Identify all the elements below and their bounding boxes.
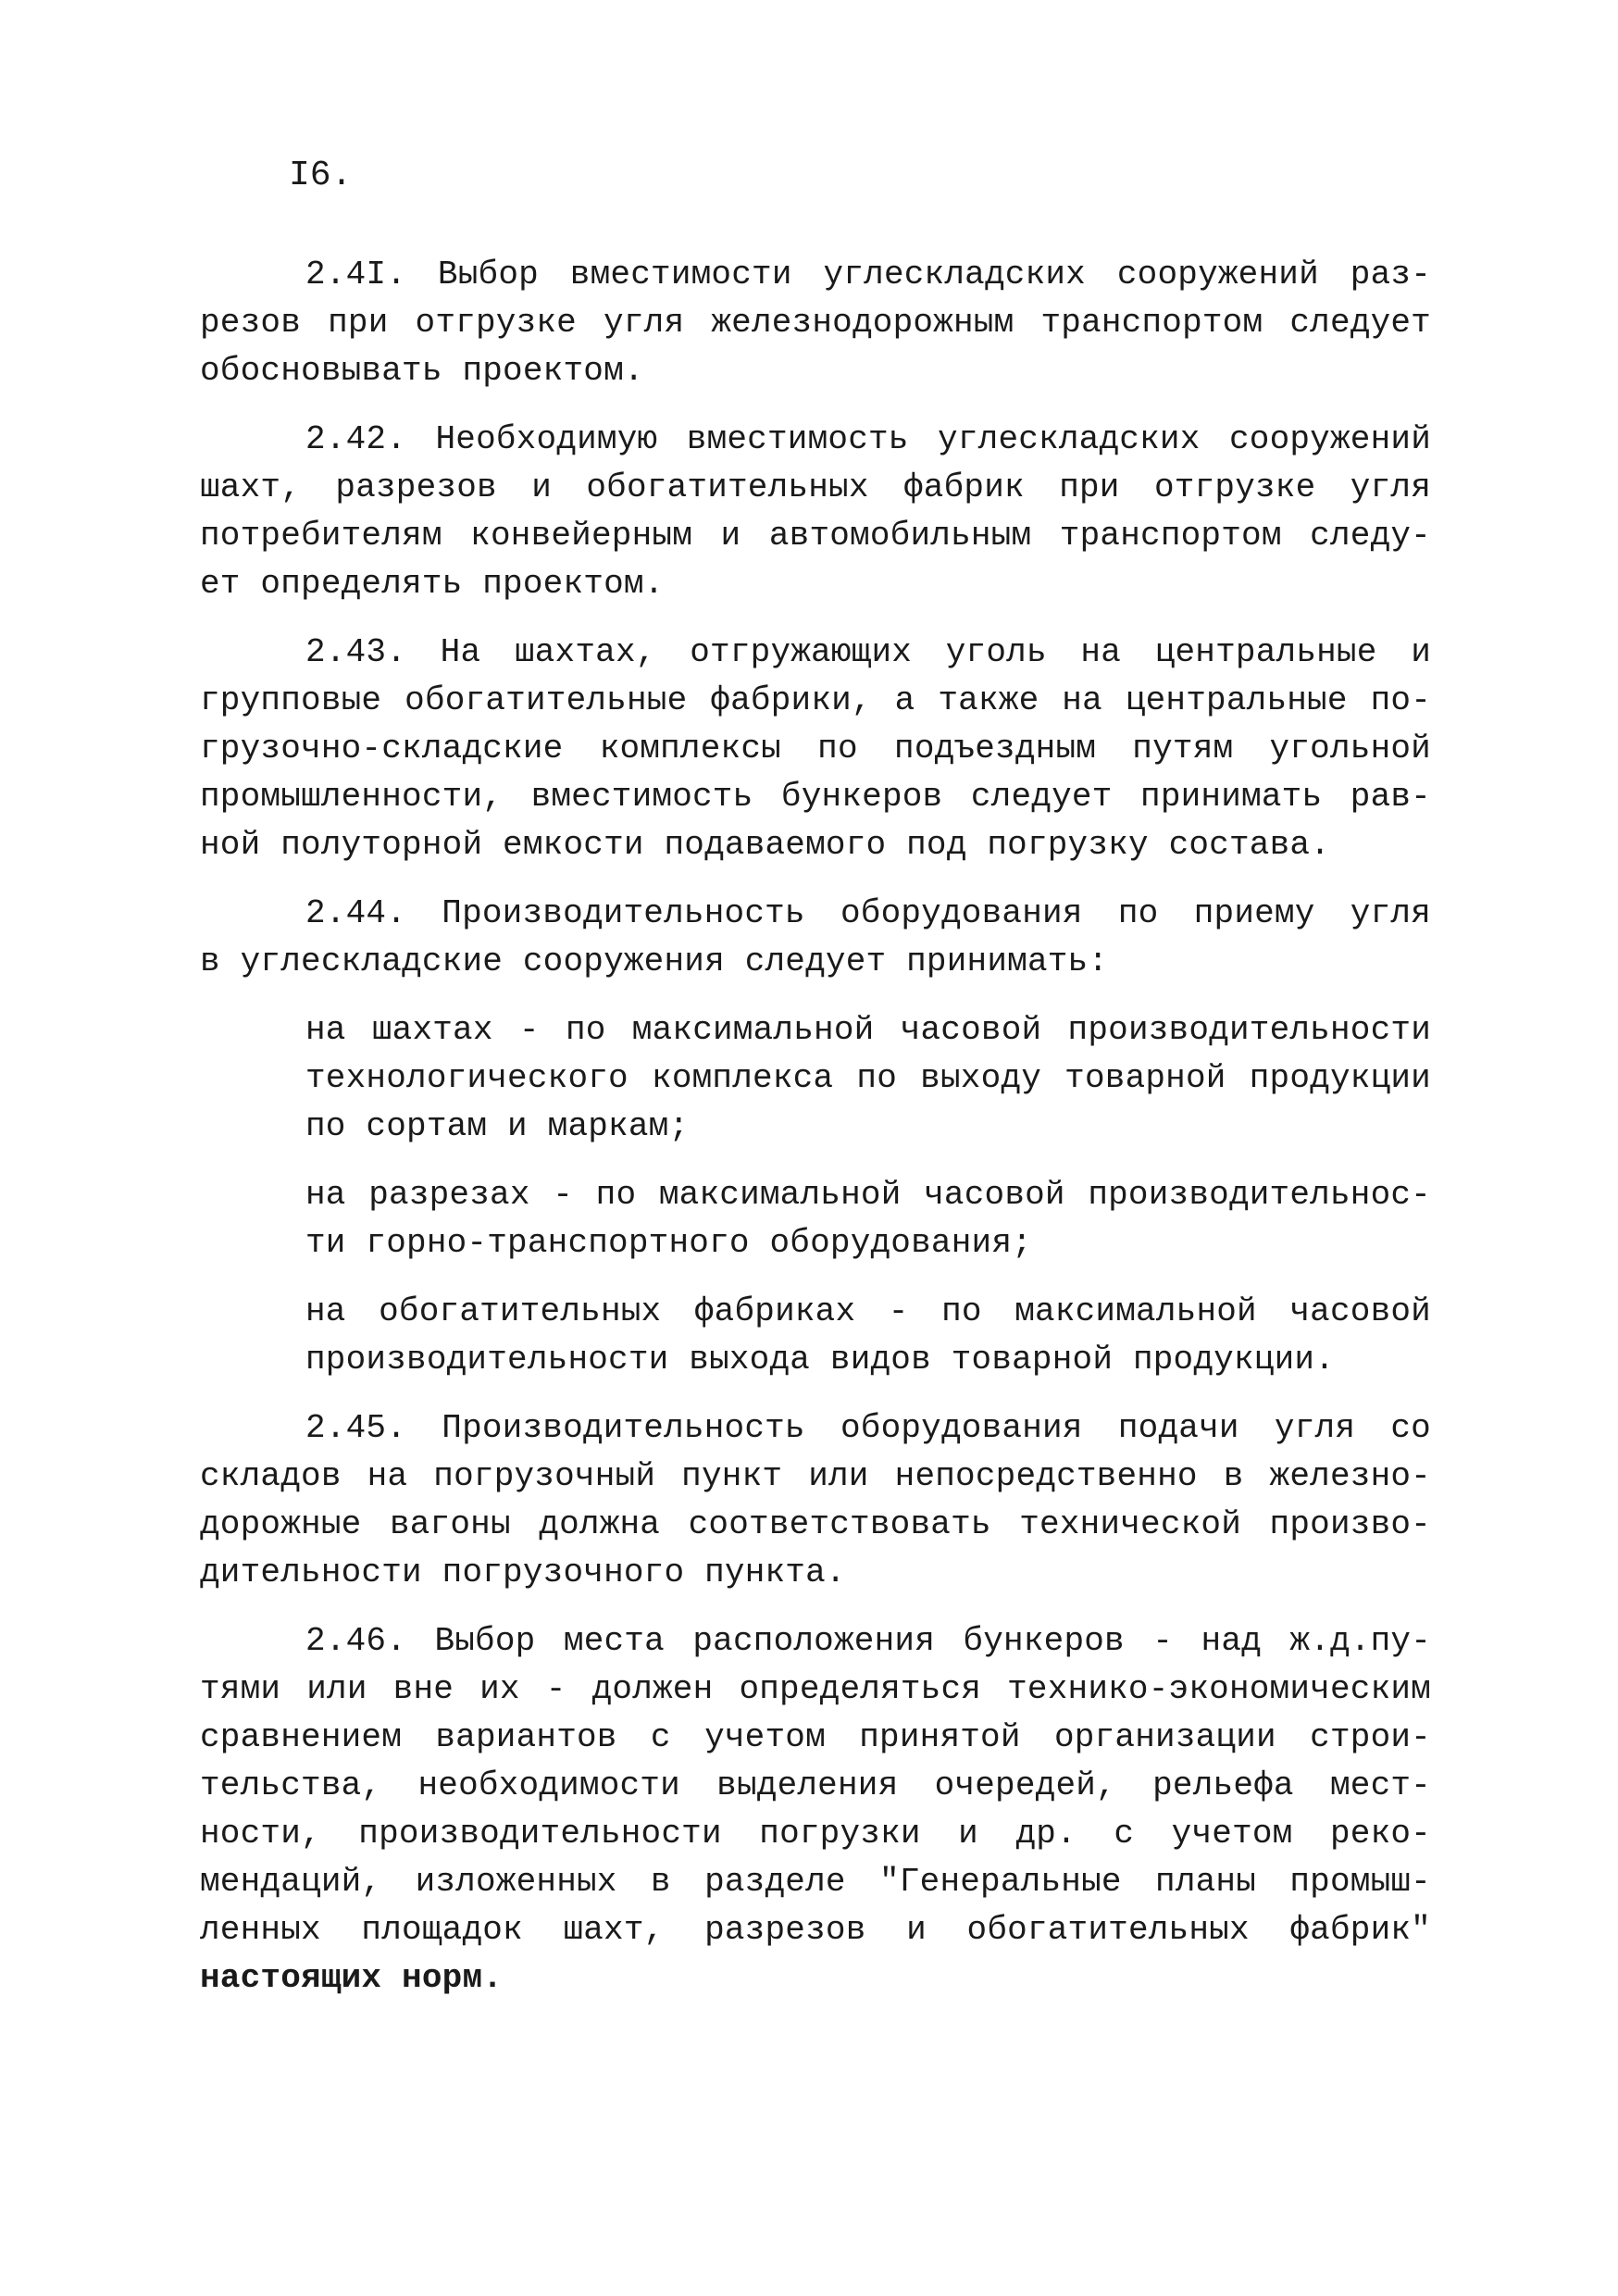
- paragraph-2-41-line-1: 2.4I. Выбор вместимости углескладских сооружений раз-: [305, 256, 1431, 293]
- paragraph-2-46-line-8: настоящих норм.: [200, 1959, 504, 1997]
- paragraph-2-46-line-6: мендаций, изложенных в разделе "Генеральные планы промыш-: [200, 1863, 1431, 1901]
- paragraph-2-42-line-2: шахт, разрезов и обогатительных фабрик при отгрузке угля: [200, 468, 1431, 506]
- list-item-mines-line-3: по сортам и маркам;: [305, 1107, 690, 1145]
- paragraph-2-43-line-5: ной полуторной емкости подаваемого под погрузку состава.: [200, 826, 1330, 864]
- page-number: I6.: [289, 156, 353, 195]
- paragraph-2-41-line-2: резов при отгрузке угля железнодорожным транспортом следует: [200, 304, 1431, 342]
- paragraph-2-45-line-3: дорожные вагоны должна соответствовать технической произво-: [200, 1505, 1431, 1543]
- list-item-mines-line-1: на шахтах - по максимальной часовой производительности: [305, 1011, 1431, 1049]
- paragraph-2-43-line-1: 2.43. На шахтах, отгружающих уголь на центральные и: [305, 633, 1431, 671]
- list-item-plants-line-2: производительности выхода видов товарной продукции.: [305, 1341, 1335, 1379]
- paragraph-2-41-line-3: обосновывать проектом.: [200, 352, 644, 390]
- list-item-open-pits-line-1: на разрезах - по максимальной часовой производительнос-: [305, 1176, 1431, 1214]
- paragraph-2-43-line-4: промышленности, вместимость бункеров следует принимать рав-: [200, 778, 1431, 816]
- paragraph-2-42-line-4: ет определять проектом.: [200, 565, 665, 603]
- paragraph-2-45-line-2: складов на погрузочный пункт или непосредственно в железно-: [200, 1457, 1431, 1495]
- list-item-plants-line-1: на обогатительных фабриках - по максимальной часовой: [305, 1292, 1431, 1330]
- paragraph-2-46-line-7: ленных площадок шахт, разрезов и обогатительных фабрик": [200, 1911, 1431, 1949]
- paragraph-2-44-line-2: в углескладские сооружения следует принимать:: [200, 942, 1109, 980]
- paragraph-2-46-line-2: тями или вне их - должен определяться технико-экономическим: [200, 1670, 1431, 1708]
- paragraph-2-43-line-2: групповые обогатительные фабрики, а также на центральные по-: [200, 681, 1431, 719]
- paragraph-2-45-line-4: дительности погрузочного пункта.: [200, 1554, 846, 1591]
- paragraph-2-46-line-5: ности, производительности погрузки и др. с учетом реко-: [200, 1815, 1431, 1853]
- paragraph-2-43-line-3: грузочно-складские комплексы по подъездным путям угольной: [200, 730, 1431, 767]
- paragraph-2-46-line-3: сравнением вариантов с учетом принятой организации строи-: [200, 1718, 1431, 1756]
- paragraph-2-46-line-1: 2.46. Выбор места расположения бункеров - над ж.д.пу-: [305, 1622, 1431, 1660]
- paragraph-2-46-line-4: тельства, необходимости выделения очередей, рельефа мест-: [200, 1766, 1431, 1804]
- list-item-mines-line-2: технологического комплекса по выходу товарной продукции: [305, 1059, 1431, 1097]
- list-item-open-pits-line-2: ти горно-транспортного оборудования;: [305, 1224, 1032, 1262]
- paragraph-2-45-line-1: 2.45. Производительность оборудования подачи угля со: [305, 1409, 1431, 1447]
- paragraph-2-42-line-1: 2.42. Необходимую вместимость углескладских сооружений: [305, 420, 1431, 458]
- paragraph-2-42-line-3: потребителям конвейерным и автомобильным транспортом следу-: [200, 517, 1431, 555]
- paragraph-2-44-line-1: 2.44. Производительность оборудования по приему угля: [305, 894, 1431, 932]
